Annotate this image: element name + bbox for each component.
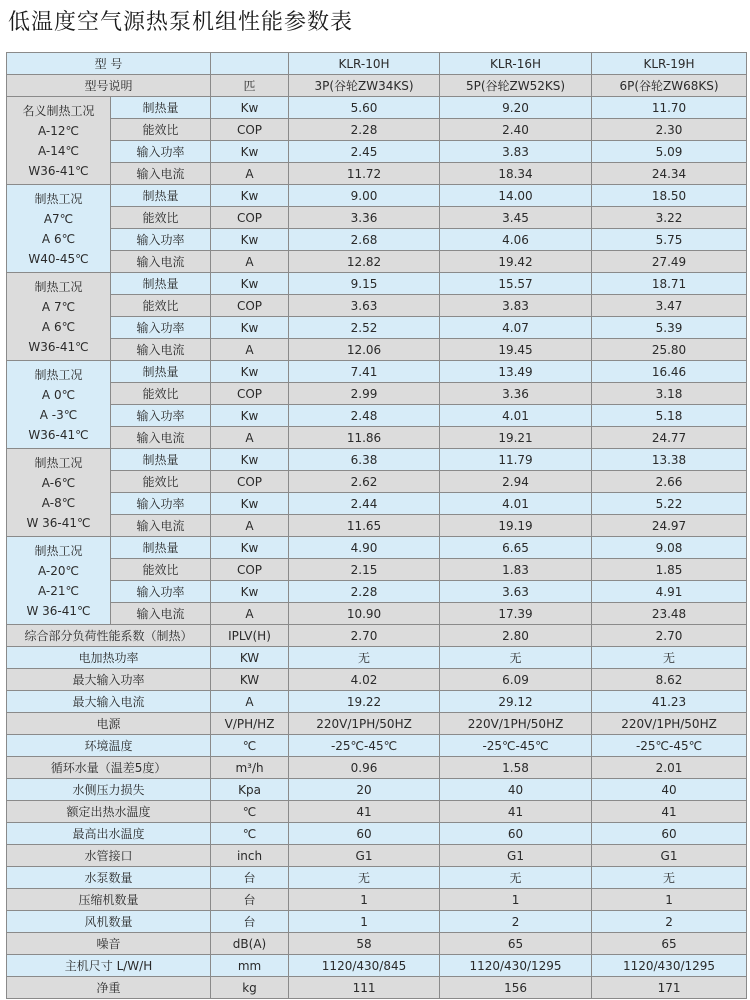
condition-line: W36-41℃ bbox=[28, 339, 89, 354]
value-cell: 9.08 bbox=[592, 537, 747, 559]
value-cell: 171 bbox=[592, 977, 747, 999]
param-name-cell: 能效比 bbox=[111, 295, 211, 317]
param-name-cell: 输入电流 bbox=[111, 603, 211, 625]
value-cell: 11.70 bbox=[592, 97, 747, 119]
value-cell: 11.79 bbox=[440, 449, 592, 471]
value-cell: 6.65 bbox=[440, 537, 592, 559]
page-title: 低温度空气源热泵机组性能参数表 bbox=[8, 10, 354, 35]
unit-cell: inch bbox=[211, 845, 289, 867]
value-cell: 3.83 bbox=[440, 295, 592, 317]
value-cell: 156 bbox=[440, 977, 592, 999]
value-cell: 1 bbox=[289, 911, 440, 933]
unit-cell: Kw bbox=[211, 405, 289, 427]
param-name-cell: 能效比 bbox=[111, 559, 211, 581]
value-cell: 18.34 bbox=[440, 163, 592, 185]
table-row bbox=[7, 141, 747, 163]
value-cell: 8.62 bbox=[592, 669, 747, 691]
table-row bbox=[7, 713, 747, 735]
value-cell: 3.47 bbox=[592, 295, 747, 317]
value-cell: 12.06 bbox=[289, 339, 440, 361]
value-cell: 18.50 bbox=[592, 185, 747, 207]
value-cell: -25℃-45℃ bbox=[592, 735, 747, 757]
value-cell: 1120/430/1295 bbox=[592, 955, 747, 977]
param-name-cell: 水侧压力损失 bbox=[7, 779, 211, 801]
table-row bbox=[7, 449, 747, 471]
unit-cell: Kw bbox=[211, 581, 289, 603]
value-cell: 3.45 bbox=[440, 207, 592, 229]
value-cell: 2.80 bbox=[440, 625, 592, 647]
unit-cell: A bbox=[211, 251, 289, 273]
value-cell: 9.15 bbox=[289, 273, 440, 295]
value-cell: 11.72 bbox=[289, 163, 440, 185]
condition-line: 名义制热工况 bbox=[22, 103, 95, 118]
condition-line: A 6℃ bbox=[41, 231, 76, 246]
value-cell: 23.48 bbox=[592, 603, 747, 625]
value-cell: 2 bbox=[592, 911, 747, 933]
param-name-cell: 能效比 bbox=[111, 471, 211, 493]
table-row bbox=[7, 691, 747, 713]
value-cell: 5.39 bbox=[592, 317, 747, 339]
value-cell: 41 bbox=[289, 801, 440, 823]
table-row bbox=[7, 845, 747, 867]
param-name-cell: 水管接口 bbox=[7, 845, 211, 867]
param-name-cell: 输入电流 bbox=[111, 251, 211, 273]
value-cell: 1.83 bbox=[440, 559, 592, 581]
condition-line: A7℃ bbox=[43, 211, 74, 226]
unit-cell: V/PH/HZ bbox=[211, 713, 289, 735]
unit-cell: KW bbox=[211, 647, 289, 669]
table-row bbox=[7, 625, 747, 647]
condition-cell bbox=[7, 361, 111, 449]
desc-cell: 3P(谷轮ZW34KS) bbox=[289, 75, 440, 97]
unit-cell: m³/h bbox=[211, 757, 289, 779]
unit-cell: Kw bbox=[211, 317, 289, 339]
param-name-cell: 制热量 bbox=[111, 185, 211, 207]
condition-line: A -3℃ bbox=[39, 407, 78, 422]
model-unit-cell bbox=[211, 53, 289, 75]
value-cell: 2.70 bbox=[592, 625, 747, 647]
unit-cell: COP bbox=[211, 207, 289, 229]
value-cell: 11.86 bbox=[289, 427, 440, 449]
value-cell: 1120/430/1295 bbox=[440, 955, 592, 977]
unit-cell: COP bbox=[211, 383, 289, 405]
param-name-cell: 能效比 bbox=[111, 207, 211, 229]
param-name-cell: 制热量 bbox=[111, 273, 211, 295]
value-cell: 18.71 bbox=[592, 273, 747, 295]
value-cell: 1 bbox=[592, 889, 747, 911]
value-cell: 2.99 bbox=[289, 383, 440, 405]
param-name-cell: 制热量 bbox=[111, 449, 211, 471]
unit-cell: COP bbox=[211, 295, 289, 317]
param-name-cell: 风机数量 bbox=[7, 911, 211, 933]
condition-line: A-20℃ bbox=[37, 563, 80, 578]
value-cell: 111 bbox=[289, 977, 440, 999]
unit-cell: COP bbox=[211, 471, 289, 493]
value-cell: 2.62 bbox=[289, 471, 440, 493]
param-name-cell: 电加热功率 bbox=[7, 647, 211, 669]
table-row bbox=[7, 405, 747, 427]
value-cell: G1 bbox=[289, 845, 440, 867]
unit-cell: A bbox=[211, 603, 289, 625]
value-cell: G1 bbox=[592, 845, 747, 867]
value-cell: 5.60 bbox=[289, 97, 440, 119]
value-cell: 19.45 bbox=[440, 339, 592, 361]
value-cell: 无 bbox=[440, 647, 592, 669]
value-cell: 4.01 bbox=[440, 405, 592, 427]
value-cell: 19.42 bbox=[440, 251, 592, 273]
value-cell: 41 bbox=[440, 801, 592, 823]
value-cell: 2.48 bbox=[289, 405, 440, 427]
unit-cell: 台 bbox=[211, 911, 289, 933]
model-cell: KLR-10H bbox=[289, 53, 440, 75]
value-cell: 60 bbox=[289, 823, 440, 845]
param-name-cell: 制热量 bbox=[111, 361, 211, 383]
value-cell: 9.20 bbox=[440, 97, 592, 119]
param-name-cell: 净重 bbox=[7, 977, 211, 999]
condition-line: A 0℃ bbox=[41, 387, 76, 402]
value-cell: 4.06 bbox=[440, 229, 592, 251]
condition-line: 制热工况 bbox=[34, 191, 83, 206]
unit-cell: Kw bbox=[211, 97, 289, 119]
value-cell: 5.09 bbox=[592, 141, 747, 163]
value-cell: 40 bbox=[440, 779, 592, 801]
table-row bbox=[7, 955, 747, 977]
param-name-cell: 输入功率 bbox=[111, 493, 211, 515]
value-cell: 2.30 bbox=[592, 119, 747, 141]
param-name-cell: 循环水量（温差5度） bbox=[7, 757, 211, 779]
param-name-cell: 环境温度 bbox=[7, 735, 211, 757]
table-row bbox=[7, 471, 747, 493]
table-row bbox=[7, 207, 747, 229]
value-cell: 27.49 bbox=[592, 251, 747, 273]
value-cell: 7.41 bbox=[289, 361, 440, 383]
table-row bbox=[7, 823, 747, 845]
table-row bbox=[7, 251, 747, 273]
value-cell: 220V/1PH/50HZ bbox=[592, 713, 747, 735]
table-row bbox=[7, 339, 747, 361]
unit-cell: Kw bbox=[211, 361, 289, 383]
unit-cell: A bbox=[211, 691, 289, 713]
param-name-cell: 噪音 bbox=[7, 933, 211, 955]
value-cell: 24.77 bbox=[592, 427, 747, 449]
value-cell: 5.18 bbox=[592, 405, 747, 427]
table-row bbox=[7, 735, 747, 757]
unit-cell: ℃ bbox=[211, 823, 289, 845]
value-cell: 25.80 bbox=[592, 339, 747, 361]
condition-line: 制热工况 bbox=[34, 543, 83, 558]
value-cell: 5.75 bbox=[592, 229, 747, 251]
unit-cell: A bbox=[211, 163, 289, 185]
condition-line: W36-41℃ bbox=[28, 163, 89, 178]
model-label-cell: 型 号 bbox=[7, 53, 211, 75]
unit-cell: COP bbox=[211, 559, 289, 581]
table-row bbox=[7, 493, 747, 515]
value-cell: 2 bbox=[440, 911, 592, 933]
value-cell: 1 bbox=[289, 889, 440, 911]
value-cell: 2.01 bbox=[592, 757, 747, 779]
model-cell: KLR-19H bbox=[592, 53, 747, 75]
condition-line: A 7℃ bbox=[41, 299, 76, 314]
value-cell: 4.90 bbox=[289, 537, 440, 559]
value-cell: 16.46 bbox=[592, 361, 747, 383]
param-name-cell: 电源 bbox=[7, 713, 211, 735]
unit-cell: A bbox=[211, 515, 289, 537]
value-cell: 10.90 bbox=[289, 603, 440, 625]
table-row bbox=[7, 273, 747, 295]
value-cell: 2.94 bbox=[440, 471, 592, 493]
value-cell: 17.39 bbox=[440, 603, 592, 625]
param-name-cell: 输入功率 bbox=[111, 581, 211, 603]
value-cell: 24.97 bbox=[592, 515, 747, 537]
value-cell: 4.07 bbox=[440, 317, 592, 339]
value-cell: 无 bbox=[592, 867, 747, 889]
value-cell: 19.22 bbox=[289, 691, 440, 713]
param-name-cell: 最大输入功率 bbox=[7, 669, 211, 691]
param-name-cell: 输入电流 bbox=[111, 339, 211, 361]
value-cell: 6.09 bbox=[440, 669, 592, 691]
table-row bbox=[7, 647, 747, 669]
unit-cell: Kw bbox=[211, 185, 289, 207]
value-cell: 6.38 bbox=[289, 449, 440, 471]
value-cell: 60 bbox=[592, 823, 747, 845]
value-cell: 2.45 bbox=[289, 141, 440, 163]
value-cell: 3.22 bbox=[592, 207, 747, 229]
value-cell: 1 bbox=[440, 889, 592, 911]
unit-cell: Kw bbox=[211, 273, 289, 295]
table-row bbox=[7, 383, 747, 405]
table-row bbox=[7, 559, 747, 581]
value-cell: 19.21 bbox=[440, 427, 592, 449]
unit-cell: Kw bbox=[211, 141, 289, 163]
desc-unit-cell: 匹 bbox=[211, 75, 289, 97]
param-name-cell: 输入功率 bbox=[111, 317, 211, 339]
condition-line: A-8℃ bbox=[41, 495, 76, 510]
spec-table bbox=[6, 52, 747, 999]
value-cell: 12.82 bbox=[289, 251, 440, 273]
value-cell: 13.49 bbox=[440, 361, 592, 383]
value-cell: 40 bbox=[592, 779, 747, 801]
value-cell: 3.36 bbox=[440, 383, 592, 405]
table-row bbox=[7, 977, 747, 999]
value-cell: 2.15 bbox=[289, 559, 440, 581]
condition-line: W36-41℃ bbox=[28, 427, 89, 442]
table-row bbox=[7, 119, 747, 141]
param-name-cell: 制热量 bbox=[111, 537, 211, 559]
condition-line: 制热工况 bbox=[34, 455, 83, 470]
condition-line: 制热工况 bbox=[34, 279, 83, 294]
unit-cell: 台 bbox=[211, 867, 289, 889]
unit-cell: ℃ bbox=[211, 801, 289, 823]
value-cell: 5.22 bbox=[592, 493, 747, 515]
value-cell: 4.02 bbox=[289, 669, 440, 691]
unit-cell: Kw bbox=[211, 229, 289, 251]
value-cell: 2.40 bbox=[440, 119, 592, 141]
value-cell: 3.83 bbox=[440, 141, 592, 163]
value-cell: 19.19 bbox=[440, 515, 592, 537]
value-cell: 15.57 bbox=[440, 273, 592, 295]
value-cell: 29.12 bbox=[440, 691, 592, 713]
value-cell: 2.28 bbox=[289, 581, 440, 603]
value-cell: 1.85 bbox=[592, 559, 747, 581]
param-name-cell: 最高出水温度 bbox=[7, 823, 211, 845]
value-cell: 41 bbox=[592, 801, 747, 823]
table-row bbox=[7, 801, 747, 823]
unit-cell: Kpa bbox=[211, 779, 289, 801]
value-cell: 2.70 bbox=[289, 625, 440, 647]
value-cell: 65 bbox=[592, 933, 747, 955]
table-row bbox=[7, 515, 747, 537]
value-cell: 无 bbox=[440, 867, 592, 889]
table-row bbox=[7, 933, 747, 955]
unit-cell: kg bbox=[211, 977, 289, 999]
table-row bbox=[7, 317, 747, 339]
param-name-cell: 能效比 bbox=[111, 383, 211, 405]
param-name-cell: 输入功率 bbox=[111, 229, 211, 251]
unit-cell: A bbox=[211, 427, 289, 449]
condition-line: A-12℃ bbox=[37, 123, 80, 138]
value-cell: 58 bbox=[289, 933, 440, 955]
desc-label-cell: 型号说明 bbox=[7, 75, 211, 97]
condition-line: A-6℃ bbox=[41, 475, 76, 490]
condition-line: W40-45℃ bbox=[28, 251, 89, 266]
unit-cell: mm bbox=[211, 955, 289, 977]
table-row bbox=[7, 911, 747, 933]
condition-cell bbox=[7, 273, 111, 361]
param-name-cell: 额定出热水温度 bbox=[7, 801, 211, 823]
value-cell: 13.38 bbox=[592, 449, 747, 471]
condition-cell bbox=[7, 185, 111, 273]
value-cell: 220V/1PH/50HZ bbox=[289, 713, 440, 735]
param-name-cell: 输入功率 bbox=[111, 405, 211, 427]
param-name-cell: 输入电流 bbox=[111, 163, 211, 185]
unit-cell: ℃ bbox=[211, 735, 289, 757]
condition-cell bbox=[7, 97, 111, 185]
param-name-cell: 综合部分负荷性能系数（制热） bbox=[7, 625, 211, 647]
unit-cell: Kw bbox=[211, 493, 289, 515]
condition-line: A-14℃ bbox=[37, 143, 80, 158]
value-cell: 4.91 bbox=[592, 581, 747, 603]
value-cell: 220V/1PH/50HZ bbox=[440, 713, 592, 735]
table-row bbox=[7, 97, 747, 119]
table-row bbox=[7, 889, 747, 911]
table-row bbox=[7, 581, 747, 603]
table-row bbox=[7, 669, 747, 691]
unit-cell: KW bbox=[211, 669, 289, 691]
unit-cell: dB(A) bbox=[211, 933, 289, 955]
value-cell: -25℃-45℃ bbox=[440, 735, 592, 757]
param-name-cell: 输入电流 bbox=[111, 427, 211, 449]
param-name-cell: 输入功率 bbox=[111, 141, 211, 163]
condition-cell bbox=[7, 449, 111, 537]
value-cell: 65 bbox=[440, 933, 592, 955]
spec-table-body bbox=[7, 53, 747, 999]
model-cell: KLR-16H bbox=[440, 53, 592, 75]
value-cell: 3.63 bbox=[289, 295, 440, 317]
value-cell: G1 bbox=[440, 845, 592, 867]
header-row-model bbox=[7, 53, 747, 75]
value-cell: -25℃-45℃ bbox=[289, 735, 440, 757]
value-cell: 3.18 bbox=[592, 383, 747, 405]
condition-cell bbox=[7, 537, 111, 625]
table-row bbox=[7, 779, 747, 801]
value-cell: 无 bbox=[289, 647, 440, 669]
condition-line: 制热工况 bbox=[34, 367, 83, 382]
table-row bbox=[7, 867, 747, 889]
param-name-cell: 水泵数量 bbox=[7, 867, 211, 889]
value-cell: 0.96 bbox=[289, 757, 440, 779]
param-name-cell: 输入电流 bbox=[111, 515, 211, 537]
header-row-desc bbox=[7, 75, 747, 97]
value-cell: 3.63 bbox=[440, 581, 592, 603]
value-cell: 41.23 bbox=[592, 691, 747, 713]
value-cell: 60 bbox=[440, 823, 592, 845]
unit-cell: IPLV(H) bbox=[211, 625, 289, 647]
param-name-cell: 制热量 bbox=[111, 97, 211, 119]
value-cell: 24.34 bbox=[592, 163, 747, 185]
table-row bbox=[7, 185, 747, 207]
table-row bbox=[7, 361, 747, 383]
value-cell: 1120/430/845 bbox=[289, 955, 440, 977]
table-row bbox=[7, 295, 747, 317]
value-cell: 2.68 bbox=[289, 229, 440, 251]
param-name-cell: 能效比 bbox=[111, 119, 211, 141]
value-cell: 无 bbox=[592, 647, 747, 669]
value-cell: 9.00 bbox=[289, 185, 440, 207]
table-row bbox=[7, 757, 747, 779]
unit-cell: 台 bbox=[211, 889, 289, 911]
value-cell: 20 bbox=[289, 779, 440, 801]
unit-cell: A bbox=[211, 339, 289, 361]
value-cell: 无 bbox=[289, 867, 440, 889]
table-row bbox=[7, 537, 747, 559]
condition-line: A-21℃ bbox=[37, 583, 80, 598]
value-cell: 14.00 bbox=[440, 185, 592, 207]
unit-cell: COP bbox=[211, 119, 289, 141]
param-name-cell: 主机尺寸 L/W/H bbox=[7, 955, 211, 977]
desc-cell: 5P(谷轮ZW52KS) bbox=[440, 75, 592, 97]
condition-line: W 36-41℃ bbox=[26, 603, 91, 618]
unit-cell: Kw bbox=[211, 537, 289, 559]
value-cell: 11.65 bbox=[289, 515, 440, 537]
value-cell: 4.01 bbox=[440, 493, 592, 515]
param-name-cell: 压缩机数量 bbox=[7, 889, 211, 911]
value-cell: 2.52 bbox=[289, 317, 440, 339]
unit-cell: Kw bbox=[211, 449, 289, 471]
table-row bbox=[7, 603, 747, 625]
value-cell: 2.28 bbox=[289, 119, 440, 141]
value-cell: 2.66 bbox=[592, 471, 747, 493]
value-cell: 1.58 bbox=[440, 757, 592, 779]
condition-line: A 6℃ bbox=[41, 319, 76, 334]
desc-cell: 6P(谷轮ZW68KS) bbox=[592, 75, 747, 97]
value-cell: 2.44 bbox=[289, 493, 440, 515]
table-row bbox=[7, 163, 747, 185]
table-row bbox=[7, 229, 747, 251]
condition-line: W 36-41℃ bbox=[26, 515, 91, 530]
param-name-cell: 最大输入电流 bbox=[7, 691, 211, 713]
value-cell: 3.36 bbox=[289, 207, 440, 229]
table-row bbox=[7, 427, 747, 449]
